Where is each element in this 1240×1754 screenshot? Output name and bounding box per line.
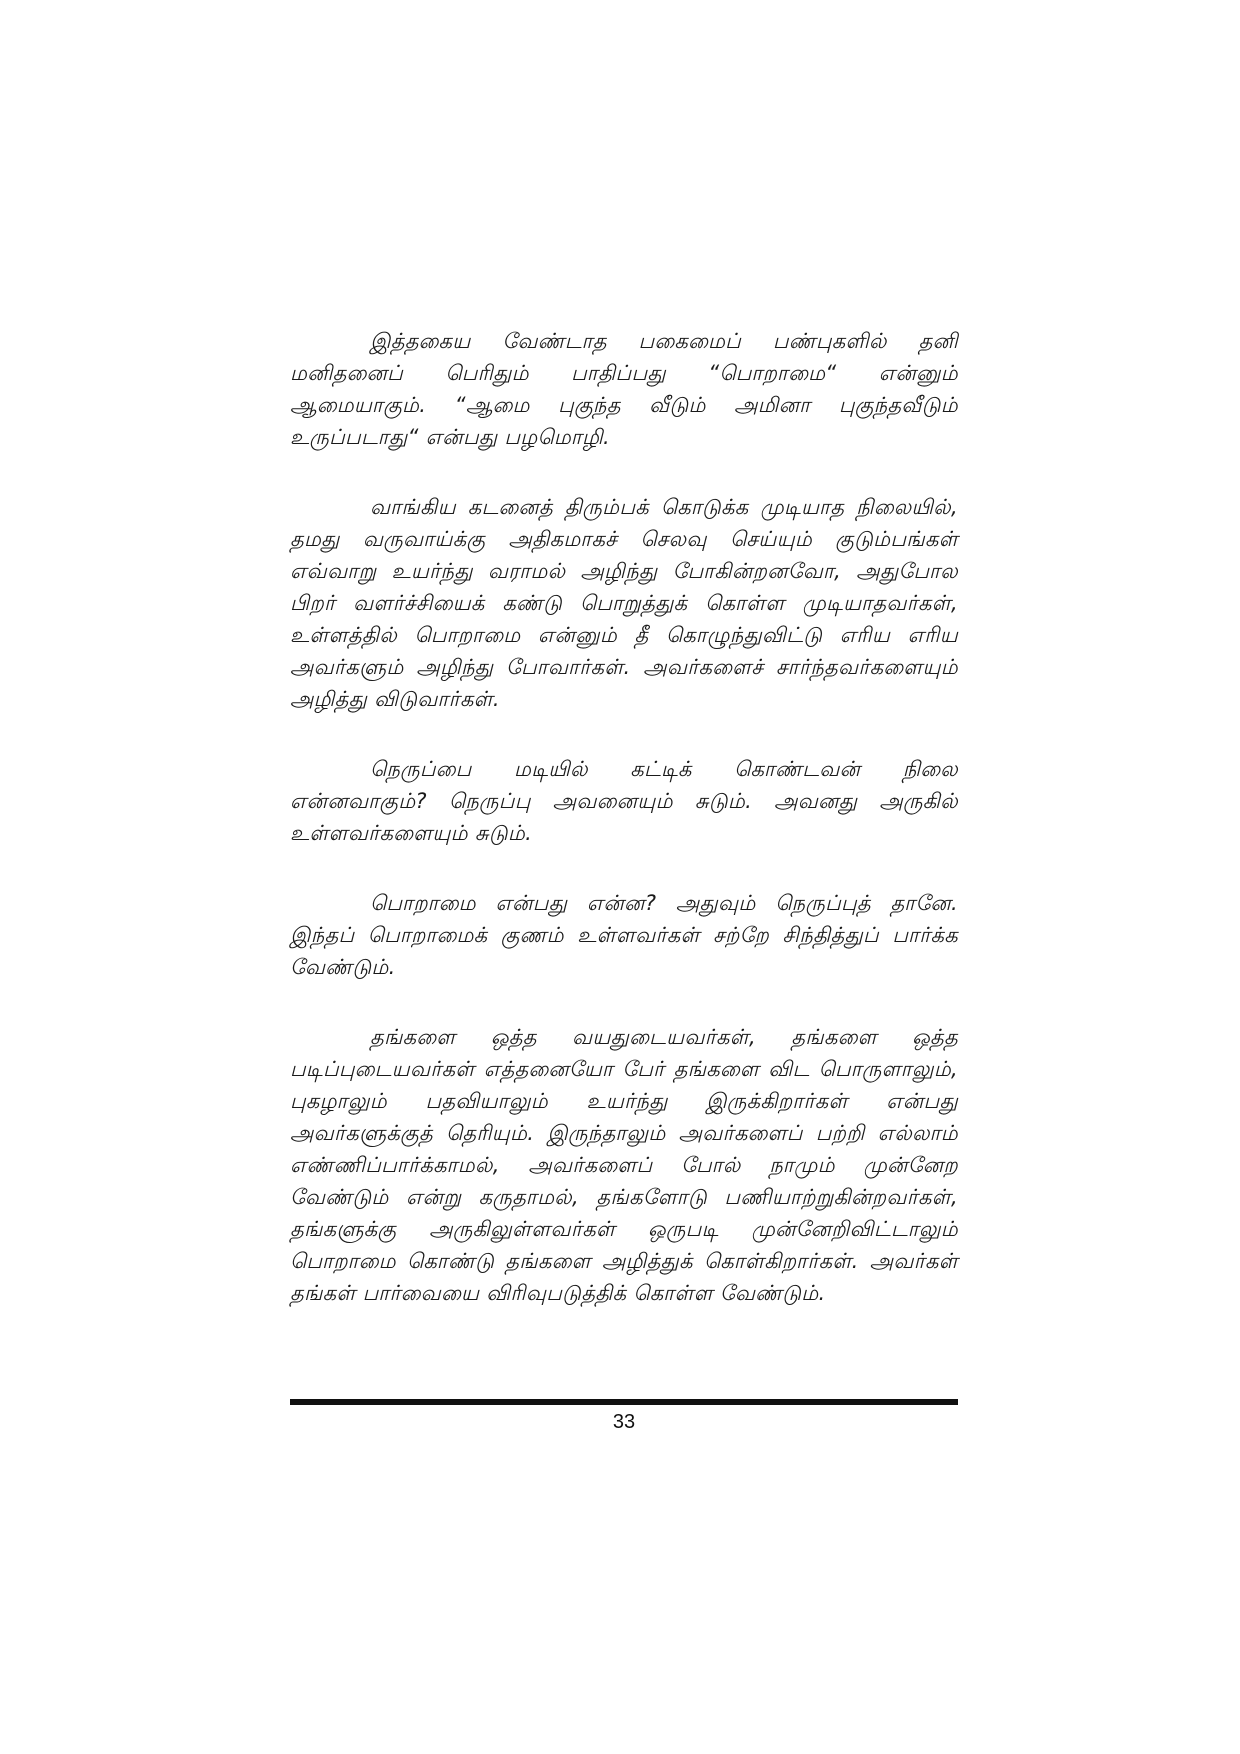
paragraph-5: தங்களை ஒத்த வயதுடையவர்கள், தங்களை ஒத்த படிப்புடையவர்கள் எத்தனையோ பேர் தங்களை விட பொருளாலும், புகழாலும் பதவியாலும் உயர்ந்து இருக்கிறார்கள் என்பது அவர்களுக்குத் தெரியும். இருந்தாலும் அவர்களைப் பற்றி எல்லாம் எண்ணிப்பார்க்காமல், அவர்களைப் போல் நாமும் முன்னேற வேண்டும் என்று கருதாமல், தங்களோடு பணியாற்றுகின்றவர்கள், தங்களுக்கு அருகிலுள்ளவர்கள் ஒருபடி முன்னேறிவிட்டாலும் பொறாமை கொண்டு தங்களை அழித்துக் கொள்கிறார்கள். அவர்கள் தங்கள் பார்வையை விரிவுபடுத்திக் கொள்ள வேண்டும். xyxy=(290,1025,958,1305)
body-text xyxy=(290,325,958,1347)
page-number: 33 xyxy=(612,1411,636,1433)
paragraph-4: பொறாமை என்பது என்ன? அதுவும் நெருப்புத் தானே. இந்தப் பொறாமைக் குணம் உள்ளவர்கள் சற்றே சிந்தித்துப் பார்க்க வேண்டும். xyxy=(290,891,958,979)
paragraph-1: இத்தகைய வேண்டாத பகைமைப் பண்புகளில் தனி மனிதனைப் பெரிதும் பாதிப்பது “பொறாமை“ என்னும் ஆமையாகும். “ஆமை புகுந்த வீடும் அமினா புகுந்தவீடும் உருப்படாது“ என்பது பழமொழி. xyxy=(290,329,958,449)
paragraph-3: நெருப்பை மடியில் கட்டிக் கொண்டவன் நிலை என்னவாகும்? நெருப்பு அவனையும் சுடும். அவனது அருகில் உள்ளவர்களையும் சுடும். xyxy=(290,757,958,845)
footer-rule xyxy=(290,1399,958,1405)
paragraph-2: வாங்கிய கடனைத் திரும்பக் கொடுக்க முடியாத நிலையில், தமது வருவாய்க்கு அதிகமாகச் செலவு செய்யும் குடும்பங்கள் எவ்வாறு உயர்ந்து வராமல் அழிந்து போகின்றனவோ, அதுபோல பிறர் வளர்ச்சியைக் கண்டு பொறுத்துக் கொள்ள முடியாதவர்கள், உள்ளத்தில் பொறாமை என்னும் தீ கொழுந்துவிட்டு எரிய எரிய அவர்களும் அழிந்து போவார்கள். அவர்களைச் சார்ந்தவர்களையும் அழித்து விடுவார்கள். xyxy=(290,495,958,711)
